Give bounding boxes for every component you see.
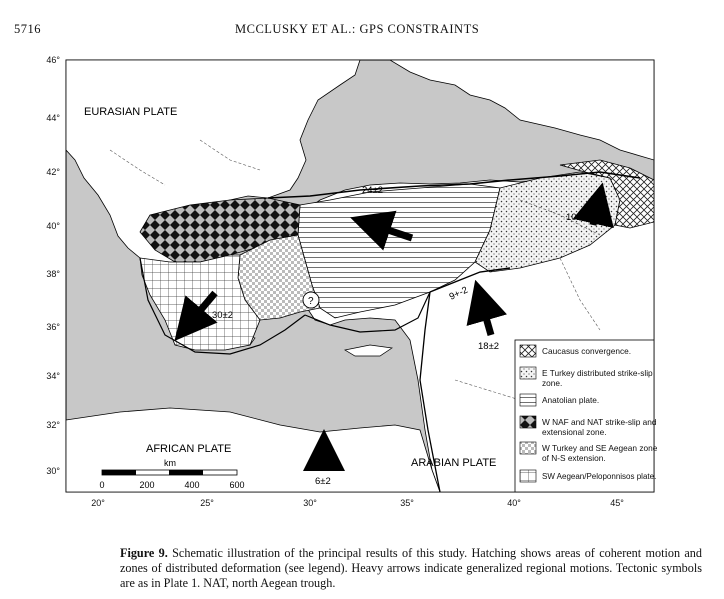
figure-label: Figure 9. <box>120 546 168 560</box>
legend-label-e-turkey: E Turkey distributed strike-slip zone. <box>542 368 653 388</box>
legend-label-w-naf: W NAF and NAT strike-slip and extensional zone. <box>542 417 657 437</box>
legend-label-caucasus: Caucasus convergence. <box>542 346 632 356</box>
arrow-caucasus-north <box>593 203 598 225</box>
legend-label-anatolian: Anatolian plate. <box>542 395 600 405</box>
plate-label-eurasian: EURASIAN PLATE <box>84 106 178 118</box>
question-mark: ? <box>308 296 314 307</box>
legend-swatch-crosshatch <box>520 345 536 357</box>
lon-label-45: 45° <box>610 498 624 508</box>
legend-swatch-dots <box>520 367 536 379</box>
legend-swatch-diamonds <box>520 416 536 428</box>
lat-label-40: 40° <box>46 221 60 231</box>
running-head: MCCLUSKY ET AL.: GPS CONSTRAINTS <box>235 22 480 36</box>
scale-bar <box>102 470 237 475</box>
rate-label-10: 10±2 <box>566 212 588 223</box>
scale-tick-0: 0 <box>99 480 105 490</box>
lat-label-36: 36° <box>46 322 60 332</box>
plate-label-african: AFRICAN PLATE <box>146 443 232 455</box>
legend-swatch-hlines <box>520 394 536 406</box>
scale-tick-600: 600 <box>229 480 245 490</box>
lon-label-35: 35° <box>400 498 414 508</box>
rate-label-9: 9+-2 <box>447 284 470 303</box>
legend-label-w-turkey: W Turkey and SE Aegean zone of N-S extension. <box>542 443 658 463</box>
lon-label-30: 30° <box>303 498 317 508</box>
lat-label-44: 44° <box>46 113 60 123</box>
plate-label-arabian: ARABIAN PLATE <box>411 457 497 469</box>
lon-label-25: 25° <box>200 498 214 508</box>
figure-caption-text: Schematic illustration of the principal results of this study. Hatching shows areas of coherent motion and zones of distributed deformation (see legend). Heavy arrows indicate generalized regional motions. Tectonic symbols are as in Plate 1. NAT, north Aegean trough. <box>120 546 702 591</box>
lon-label-20: 20° <box>91 498 105 508</box>
legend-swatch-grid <box>520 470 536 482</box>
legend-label-sw-aegean: SW Aegean/Peloponnisos plate. <box>542 472 657 481</box>
rate-label-18: 18±2 <box>478 341 500 352</box>
rate-label-30: 30±2 <box>212 310 234 321</box>
rate-label-6: 6±2 <box>315 476 331 487</box>
scale-tick-200: 200 <box>139 480 155 490</box>
lat-label-34: 34° <box>46 371 60 381</box>
legend-swatch-checker <box>520 442 536 454</box>
lat-label-30: 30° <box>46 466 60 476</box>
lat-label-42: 42° <box>46 167 60 177</box>
figure-caption <box>120 546 702 592</box>
page-number: 5716 <box>14 22 41 36</box>
rate-label-24: 24±2 <box>362 185 384 196</box>
lon-label-40: 40° <box>507 498 521 508</box>
scale-tick-400: 400 <box>184 480 200 490</box>
lat-label-32: 32° <box>46 420 60 430</box>
lat-label-38: 38° <box>46 269 60 279</box>
lat-label-46: 46° <box>46 55 60 65</box>
scale-unit: km <box>164 458 176 468</box>
